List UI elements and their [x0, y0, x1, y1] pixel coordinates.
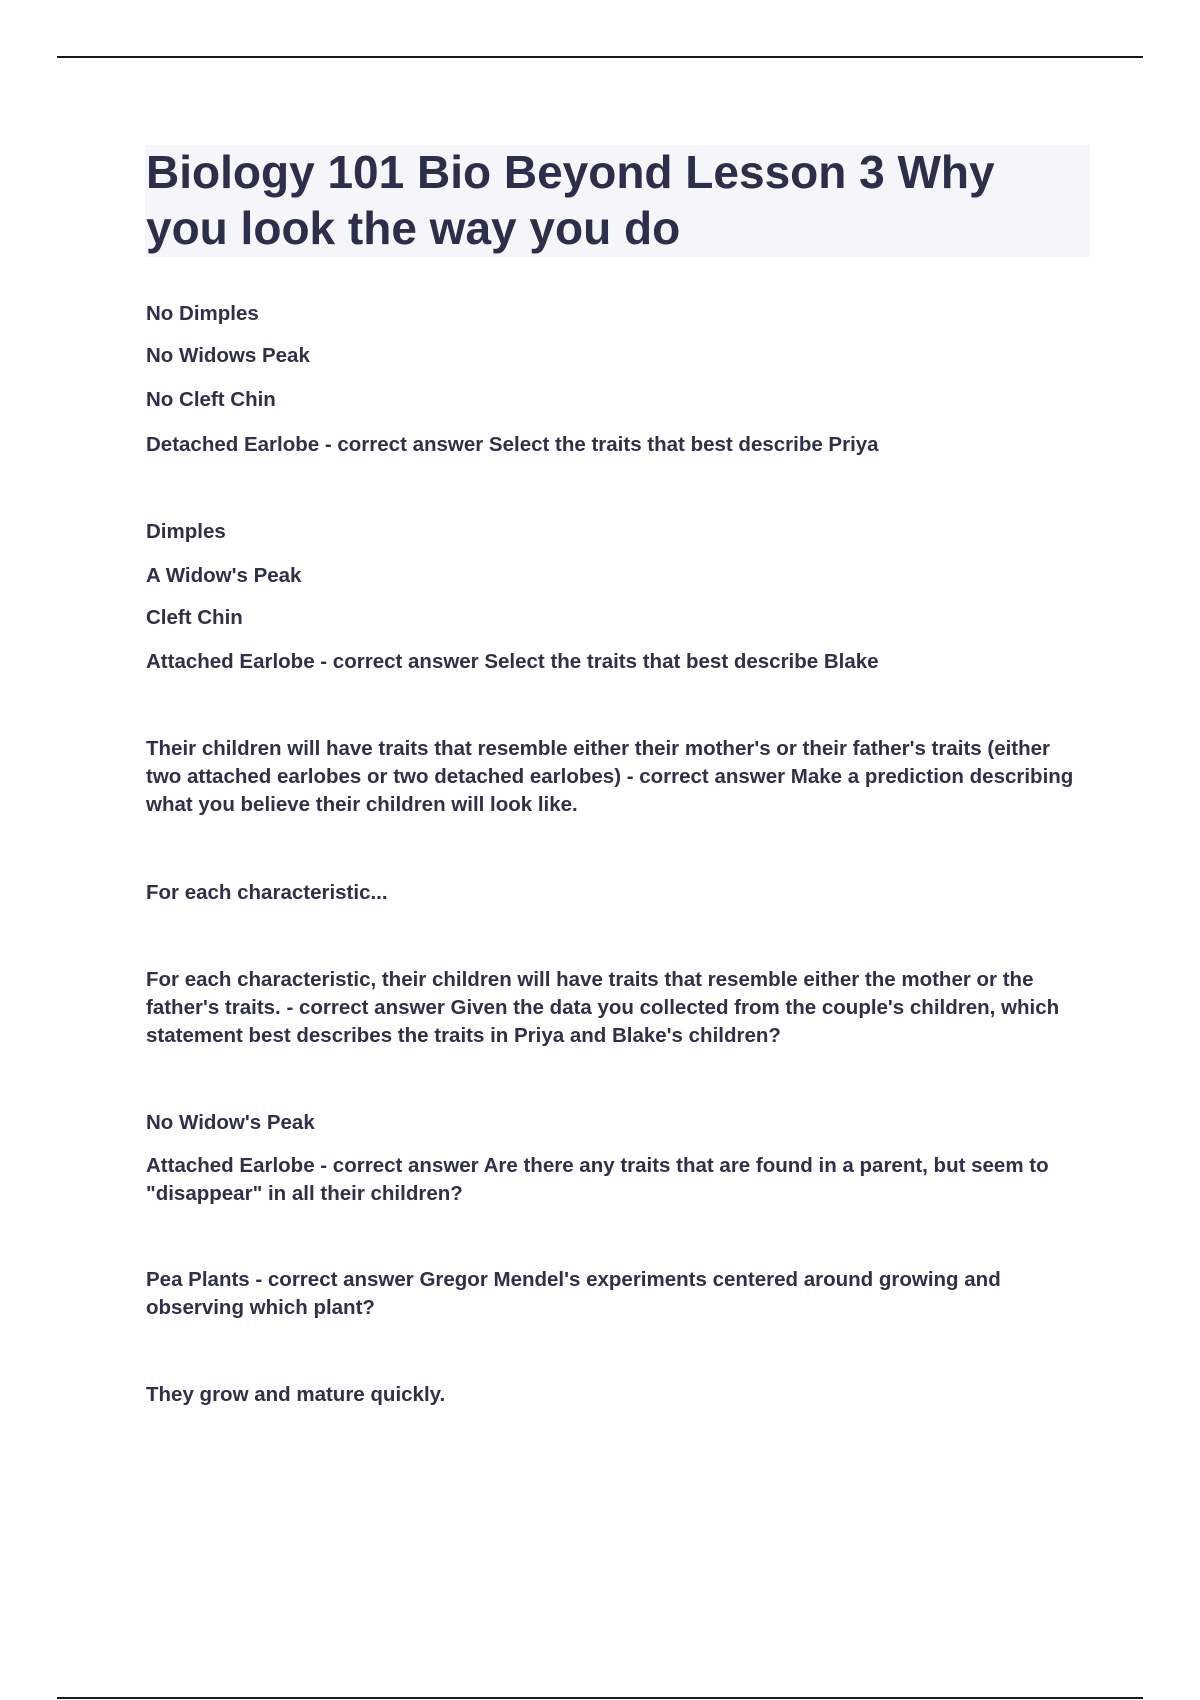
text-line: No Widow's Peak	[146, 1111, 315, 1134]
text-paragraph: Pea Plants - correct answer Gregor Mendel's experiments centered around growing and observing which plant?	[146, 1268, 1001, 1319]
document-title: Biology 101 Bio Beyond Lesson 3 Why you look the way you do	[146, 146, 995, 254]
text-line: No Cleft Chin	[146, 388, 276, 411]
bottom-rule	[57, 1697, 1143, 1699]
text-paragraph: For each characteristic, their children will have traits that resemble either the mother or the father's traits. - correct answer Given the data you collected from the couple's children, which statement best describes the traits in Priya and Blake's children?	[146, 968, 1060, 1047]
text-line: Cleft Chin	[146, 606, 243, 629]
text-line: Attached Earlobe - correct answer Select the traits that best describe Blake	[146, 650, 879, 673]
text-line: For each characteristic...	[146, 881, 388, 904]
text-line: No Dimples	[146, 302, 259, 325]
text-line: No Widows Peak	[146, 344, 310, 367]
text-line: A Widow's Peak	[146, 564, 302, 587]
text-paragraph: Their children will have traits that resemble either their mother's or their father's traits (either two attached earlobes or two detached earlobes) - correct answer Make a prediction describing what you believe their children will look like.	[146, 737, 1074, 816]
text-line: They grow and mature quickly.	[146, 1383, 446, 1406]
text-line: Dimples	[146, 520, 226, 543]
top-rule	[57, 56, 1143, 58]
text-paragraph: Attached Earlobe - correct answer Are there any traits that are found in a parent, but seem to "disappear" in all their children?	[146, 1154, 1049, 1205]
text-line: Detached Earlobe - correct answer Select the traits that best describe Priya	[146, 433, 879, 456]
